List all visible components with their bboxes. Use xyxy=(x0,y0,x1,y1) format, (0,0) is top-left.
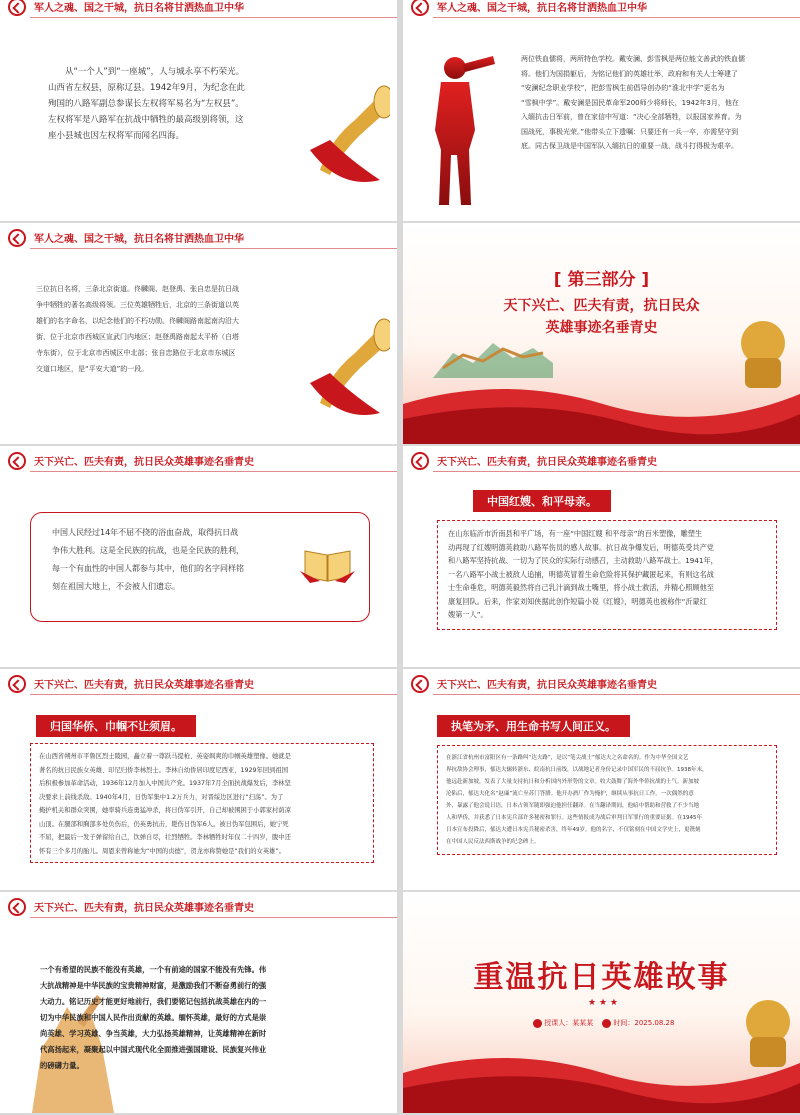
back-arrow-icon xyxy=(8,229,26,247)
slide-header xyxy=(0,0,397,22)
lion-statue-icon xyxy=(733,313,793,393)
section-label: 执笔为矛、用生命书写人间正义。 xyxy=(437,715,630,737)
presenter-info: 授课人：某某某 时间：2025.08.28 xyxy=(533,1018,674,1028)
header-title: 天下兴亡、匹夫有责，抗日民众英雄事迹名垂青史 xyxy=(34,457,254,468)
header-title: 天下兴亡、匹夫有责，抗日民众英雄事迹名垂青史 xyxy=(437,680,657,691)
header-title: 天下兴亡、匹夫有责，抗日民众英雄事迹名垂青史 xyxy=(34,903,254,914)
slide-header xyxy=(403,446,800,476)
back-arrow-icon xyxy=(411,675,429,693)
slide-header xyxy=(0,669,397,699)
back-arrow-icon xyxy=(8,452,26,470)
slide-9[interactable] xyxy=(0,892,397,1113)
slide-5[interactable] xyxy=(0,446,397,667)
content-box: 在山东临沂市沂南县和平广场，有一座“中国红嫂 和平母亲”的百米塑像，雕塑生 动再现了红嫂明德英救助八路军伤员的感人故事。抗日战争爆发后，明德英受共产党 和八路军坚持抗战、一切为了民众的实际行动感召，主动救助八路军战士。1941年， 一名八路军小战士被敌人追捕，明德英冒着生命危险将其保护藏匿起来，有则这名战 士生命垂危，明德英毅然将自己乳汁滴到战士嘴里，将小战士救活，并精心照顾他至 康复回队。后来，作家刘知侠据此创作短篇小说《红嫂》，明德英也被称作“沂蒙红 嫂第一人”。 xyxy=(437,520,777,630)
lion-statue-icon xyxy=(738,992,798,1072)
slide-2[interactable] xyxy=(403,0,800,221)
great-wall-icon xyxy=(433,333,553,378)
slide-10-closing[interactable] xyxy=(403,892,800,1113)
slide-header xyxy=(0,446,397,476)
section-title: 天下兴亡、匹夫有责，抗日民众 英雄事迹名垂青史 xyxy=(503,298,700,336)
header-title: 军人之魂、国之干城，抗日名将甘洒热血卫中华 xyxy=(34,234,244,245)
slide-header xyxy=(0,892,397,922)
back-arrow-icon xyxy=(8,898,26,916)
body-text: 两位铁血儒将，两所特色学校。戴安澜、彭雪枫是两位能文善武的铁血儒 将。他们为国捐躯后，为铭记他们的英雄壮举，政府和有关人士筹建了 “安澜纪念职业学校”，把彭雪枫生前倡导创办的“淮北中学”更名为 “雪枫中学”。戴安澜是国民革命军200师少将师长，1942年3月，他在 入缅抗击日军前，曾在家信中写道：“决心全部牺牲，以报国家养育。为 国战死，事极光荣。”他带头立下遗嘱：只要还有一兵一卒，亦需坚守到 底。同古保卫战是中国军队入缅抗日的重要一战，战斗打得极为艰辛。 xyxy=(521,55,745,150)
soldier-silhouette-icon xyxy=(423,50,503,210)
body-text: 一个有希望的民族不能没有英雄，一个有前途的国家不能没有先锋。伟 大抗战精神是中华民族的宝贵精神财富，是激励我们不断奋勇前行的强 大动力。铭记历史才能更好地前行，我们要铭记包括抗战英雄在内的一 切为中华民族和中国人民作出贡献的英雄。缅怀英雄，最好的方式是崇 尚英雄、学习英雄、争当英雄，大力弘扬英雄精神，让英雄精神在新时 代高扬起来，凝聚起以中国式现代化全面推进强国建设、民族复兴伟业 的磅礴力量。 xyxy=(40,965,267,1070)
clock-icon xyxy=(602,1019,611,1028)
closing-title: 重温抗日英雄故事 xyxy=(473,960,730,995)
header-title: 军人之魂、国之干城，抗日名将甘洒热血卫中华 xyxy=(437,3,647,14)
back-arrow-icon xyxy=(411,0,429,16)
slide-header xyxy=(403,0,800,22)
book-icon xyxy=(300,541,355,586)
slide-4-section[interactable] xyxy=(403,223,800,444)
section-part-label: [ 第三部分 ] xyxy=(553,270,650,290)
slide-header xyxy=(403,669,800,699)
bugle-icon xyxy=(300,80,390,190)
body-text: 从“一个人”到“一座城”，人与城永享不朽荣光。 山西省左权县，原称辽县。1942年9月，为纪念在此 殉国的八路军副总参谋长左权将军易名为“左权县”。 左权将军是八路军在抗战中牺牲的最高级别将领，这 座小县城也因左权将军而闻名四海。 xyxy=(48,67,246,141)
back-arrow-icon xyxy=(411,452,429,470)
slide-header xyxy=(0,223,397,253)
content-box: 在浙江省杭州市富阳区有一条路叫“达夫路”，是以“笔尖战士”郁达夫之名命名的。作为中华全国文艺 界抗敌协会理事，郁达夫辗转浙东、皖南抗日前线，以战地记者身份记录中国军民的不屈抗争。1938年末， 他远赴新加坡，发表了大量支持抗日和分析国内外形势的文章。收大鼓舞了海外华侨抗战的士气。新加坡 沦陷后，郁达夫化名“赵廉”流亡至苏门答腊。他开办酒厂作为掩护，继续从事抗日工作。一次偶然的意 外，暴露了他会说日语，日本占领军随即强迫他担任翻译。在当翻译期间，他暗中帮助和营救了不少当地 人和华侨，并获悉了日本宪兵部许多秘密和罪行。这些情报成为战后审判日军罪行的重要证据。在1945年 日本宣布投降后，郁达夫遭日本宪兵秘密杀害，终年49岁。他的名字，不仅铭刻在中国文学史上，更镌刻 在中国人民反法西斯战争的纪念碑上。 xyxy=(437,745,777,855)
user-icon xyxy=(533,1019,542,1028)
bugle-icon xyxy=(300,313,390,423)
header-title: 天下兴亡、匹夫有责，抗日民众英雄事迹名垂青史 xyxy=(437,457,657,468)
section-label: 归国华侨、巾帼不让须眉。 xyxy=(36,715,196,737)
body-text: 三位抗日名将，三条北京街道。佟麟阁、赵登禹、张自忠是抗日战 争中牺牲的著名高级将领。三位英雄牺牲后，北京的三条街道以英 雄们的名字命名，以纪念他们的不朽功勋。佟麟阁路南起南沟沿大 街，位于北京市西城区宣武门内地区；赵登禹路南起太平桥（白塔 寺东街），位于北京市西城区中北部；张自忠路位于北京市东城区 交道口地区，是“平安大道”的一段。 xyxy=(36,285,239,373)
back-arrow-icon xyxy=(8,675,26,693)
section-label: 中国红嫂、和平母亲。 xyxy=(473,490,611,512)
slide-7[interactable] xyxy=(0,669,397,890)
header-title: 军人之魂、国之干城，抗日名将甘洒热血卫中华 xyxy=(34,3,244,14)
content-box: 在山西省朔州市平鲁区烈士陵园，矗立着一尊跃马提枪、英姿飒爽的巾帼英雄塑像。她就是 著名的抗日民族女英雄、印尼归侨李林烈士。李林自幼侨居印度尼西亚，1929年回到祖国 后积极参加革命活动，1936年12月加入中国共产党。1937年7月全面抗战爆发后，李林坚 决要求上前线杀敌。1940年4月，日伪军集中1.2万兵力，对晋绥边区进行“扫荡”。为了 掩护机关和群众突围，她率骑兵连勇猛冲杀，将日伪军引开，自己却被围困于小郭家村荫凉 山顶。在腿部和胸部多处负伤后，仍英勇抗击，毙伤日伪军6人。被日伪军包围后，她宁死 不屈，把最后一发子弹留给自己，饮弹自尽，壮烈牺牲。李林牺牲时年仅二十四岁，腹中还 怀有三个多月的胎儿。周恩来曾称她为“中国的贞德”，贺龙亦称赞她是“我们的女英雄”。 xyxy=(30,743,374,863)
body-text: 中国人民经过14年不屈不挠的浴血奋战，取得抗日战 争伟大胜利。这是全民族的抗战，也是全民族的胜利， 每一个有血性的中国人都参与其中，他们的名字同样铭 刻在祖国大地上，不会被人们遗忘。 xyxy=(52,528,244,591)
star-divider: ★ ★ ★ xyxy=(588,998,618,1008)
slide-3[interactable] xyxy=(0,223,397,444)
slide-8[interactable] xyxy=(403,669,800,890)
slide-1[interactable] xyxy=(0,0,397,221)
header-title: 天下兴亡、匹夫有责，抗日民众英雄事迹名垂青史 xyxy=(34,680,254,691)
slide-6[interactable] xyxy=(403,446,800,667)
back-arrow-icon xyxy=(8,0,26,16)
